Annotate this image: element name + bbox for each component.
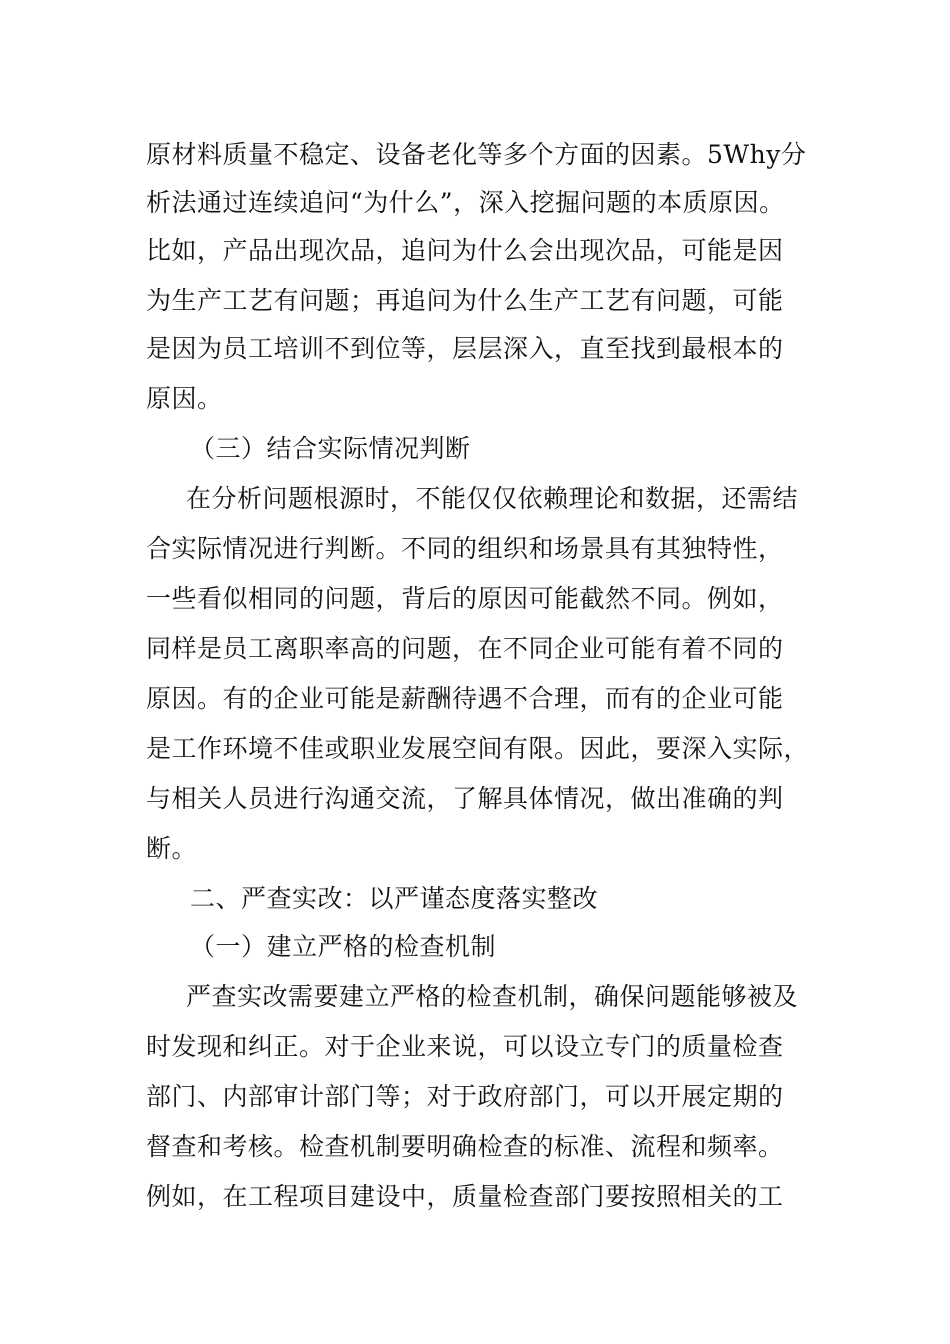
section-heading: （三）结合实际情况判断 [190, 434, 471, 463]
paragraph-line: 为生产工艺有问题；再追问为什么生产工艺有问题，可能 [146, 286, 784, 315]
paragraph-line: 析法通过连续追问“为什么”，深入挖掘问题的本质原因。 [146, 188, 785, 217]
paragraph-line: 督查和考核。检查机制要明确检查的标准、流程和频率。 [146, 1132, 784, 1161]
paragraph-line: 部门、内部审计部门等；对于政府部门，可以开展定期的 [146, 1082, 784, 1111]
section-heading: （一）建立严格的检查机制 [190, 932, 497, 961]
paragraph-line: 时发现和纠正。对于企业来说，可以设立专门的质量检查 [146, 1032, 784, 1061]
paragraph-line: 原因。有的企业可能是薪酬待遇不合理，而有的企业可能 [146, 684, 784, 713]
paragraph-line: 原材料质量不稳定、设备老化等多个方面的因素。5Why分 [146, 140, 807, 169]
chapter-heading: 二、严查实改：以严谨态度落实整改 [190, 884, 599, 913]
paragraph-line: 断。 [146, 834, 198, 863]
paragraph-line: 例如，在工程项目建设中，质量检查部门要按照相关的工 [146, 1182, 784, 1211]
paragraph-line: 同样是员工离职率高的问题，在不同企业可能有着不同的 [146, 634, 784, 663]
paragraph-line: 是因为员工培训不到位等，层层深入，直至找到最根本的 [146, 334, 784, 363]
paragraph-line: 合实际情况进行判断。不同的组织和场景具有其独特性， [146, 534, 784, 563]
paragraph-line: 一些看似相同的问题，背后的原因可能截然不同。例如， [146, 584, 784, 613]
paragraph-line: 在分析问题根源时，不能仅仅依赖理论和数据，还需结 [186, 484, 799, 513]
paragraph-line: 原因。 [146, 384, 223, 413]
paragraph-line: 比如，产品出现次品，追问为什么会出现次品，可能是因 [146, 236, 784, 265]
paragraph-line: 是工作环境不佳或职业发展空间有限。因此，要深入实际， [146, 734, 810, 763]
paragraph-line: 与相关人员进行沟通交流，了解具体情况，做出准确的判 [146, 784, 784, 813]
paragraph-line: 严查实改需要建立严格的检查机制，确保问题能够被及 [186, 982, 799, 1011]
